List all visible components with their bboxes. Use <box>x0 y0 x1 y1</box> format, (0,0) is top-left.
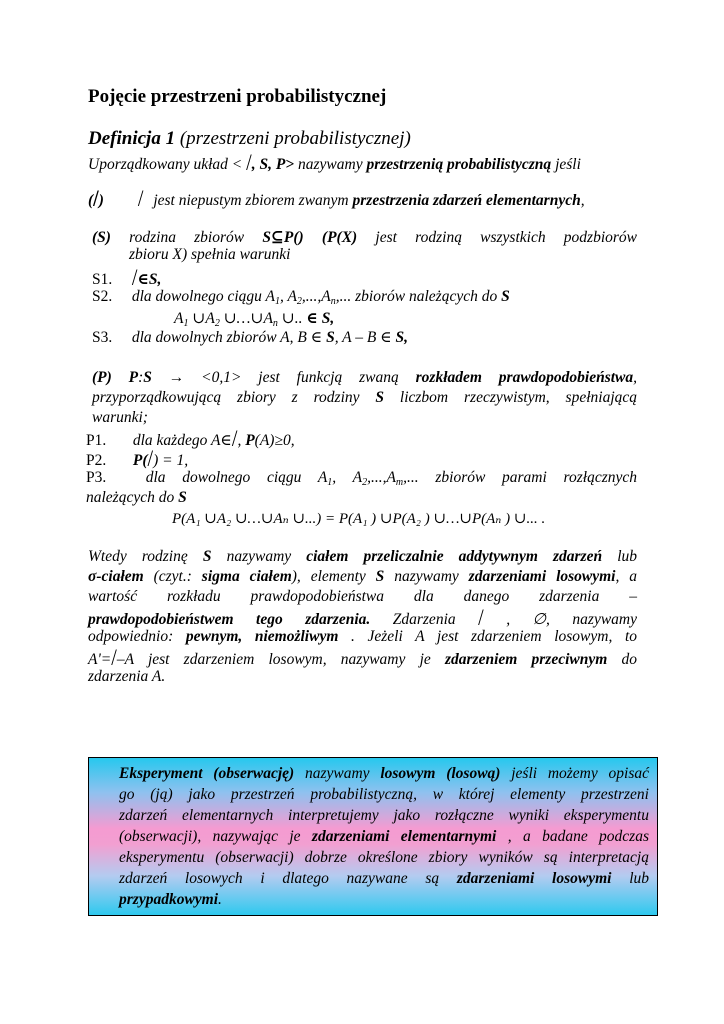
box-line4 <box>119 828 649 846</box>
omega-symbol-icon: / <box>246 150 252 176</box>
text: zbiorów parami rozłącznych <box>418 469 637 486</box>
text: odpowiednio: <box>88 628 186 645</box>
omega-symbol-icon: / <box>137 186 144 212</box>
prob-line2 <box>92 389 637 407</box>
text: jest niepustym zbiorem zwanym <box>153 192 353 209</box>
text: Wtedy rodzinę <box>88 548 203 565</box>
text: sigma ciałem <box>201 568 292 585</box>
text: S <box>202 548 212 565</box>
text: –A jest zdarzeniem losowym, nazywamy je <box>116 651 445 668</box>
p3-label: P3. <box>86 469 107 486</box>
omega-symbol-icon: / <box>231 426 238 452</box>
p1-condition <box>86 426 295 452</box>
text: lub <box>617 548 637 565</box>
definition-paren: (przestrzeni probabilistycznej) <box>179 128 411 149</box>
text: jeśli możemy opisać <box>511 765 649 782</box>
then-line5 <box>88 628 637 646</box>
then-line1 <box>88 548 637 566</box>
prob-line3: warunki; <box>92 409 148 426</box>
text: dla dowolnych zbiorów A, B ∈ <box>131 329 327 346</box>
text: (obserwacji), nazywając je <box>119 828 312 845</box>
text: , A – B ∈ <box>334 329 396 346</box>
text: S <box>375 568 385 585</box>
omega-symbol-icon: / <box>111 645 117 671</box>
p3-condition: P3. dla dowolnego ciągu $A_1$, $A_2,...,A_m$,... zbiorów parami rozłącznych <box>86 469 637 488</box>
omega-symbol-icon: / <box>478 605 484 631</box>
text: jest rodziną wszystkich podzbiorów <box>375 229 637 246</box>
additivity-formula: P(A₁ ∪A₂ ∪…∪Aₙ ∪...) = P(A₁ ) ∪P(A₂ ) ∪…∪P(Aₙ ) ∪... . <box>172 511 546 527</box>
sigma-line2: zbioru X) spełnia warunki <box>129 246 291 263</box>
text: S, <box>395 329 409 346</box>
prob-line1 <box>92 369 637 387</box>
p2-condition <box>86 446 189 472</box>
text: nazywamy <box>304 765 381 782</box>
text: Uporządkowany układ < <box>88 156 243 173</box>
text: P <box>128 369 139 386</box>
box-line1 <box>119 765 649 783</box>
box-line7 <box>119 891 222 909</box>
text: . Jeżeli A jest zdarzeniem losowym, to <box>351 628 638 645</box>
text: , ∅, nazywamy <box>506 611 638 628</box>
omega-symbol-icon: / <box>131 265 138 291</box>
text: prawdopodobieństwem tego zdarzenia. <box>88 611 371 628</box>
text: → <0,1> jest funkcją zwaną <box>168 369 416 386</box>
text: , a badane podczas <box>507 828 649 845</box>
text: należących do <box>86 489 179 506</box>
text: zdarzeniami elementarnymi <box>311 828 497 845</box>
omega-symbol-icon: / <box>93 186 99 212</box>
random-experiment-box <box>88 757 658 916</box>
s1-condition <box>92 265 162 291</box>
text: σ-ciałem <box>88 568 144 585</box>
text: S <box>375 389 385 406</box>
omega-condition <box>88 186 585 212</box>
then-line2 <box>88 568 637 586</box>
s2-union: $A_1$ $\cup A_2$ $\cup\dots\cup A_n$ ∪.. ∈ S, <box>174 310 335 329</box>
s1-label: S1. <box>92 271 113 288</box>
then-line6 <box>88 645 638 671</box>
text: ), elementy <box>291 568 376 585</box>
text: dla dowolnego ciągu A <box>131 288 275 305</box>
text: : <box>138 369 144 386</box>
text: pewnym, niemożliwym <box>185 628 339 645</box>
text: (A)≥0, <box>254 432 295 449</box>
text: nazywamy <box>384 568 469 585</box>
p2-label: P2. <box>86 452 107 469</box>
s3-label: S3. <box>92 329 113 346</box>
p1-label: P1. <box>86 432 107 449</box>
text: ∈ S, <box>302 310 335 327</box>
text: (P(X) <box>321 229 358 246</box>
definition-intro <box>88 150 581 176</box>
text: S <box>178 489 187 506</box>
text: ) = 1, <box>153 452 189 469</box>
text: Eksperyment (obserwację) <box>119 765 295 782</box>
then-line7: zdarzenia A. <box>88 668 166 685</box>
text: , <box>633 369 638 386</box>
text: (czyt.: <box>143 568 202 585</box>
text: A <box>174 310 184 327</box>
text: , a <box>615 568 638 585</box>
text: dla każdego A∈ <box>132 432 232 449</box>
omega-marker: (/) <box>88 186 104 212</box>
text: S <box>326 329 335 346</box>
text: ( <box>142 452 148 469</box>
definition-label: Definicja 1 <box>88 128 176 149</box>
text: liczbom rzeczywistym, spełniającą <box>399 389 638 406</box>
text: zdarzeniami losowymi <box>456 870 612 887</box>
text: P <box>132 452 143 469</box>
text: ∈S, <box>137 271 162 288</box>
text: , S, P> <box>251 156 295 173</box>
text: przestrzenią probabilistyczną <box>366 156 552 173</box>
text: losowym (losową) <box>380 765 501 782</box>
text: dla dowolnego ciągu A <box>145 469 328 486</box>
s3-condition <box>92 328 408 347</box>
text: lub <box>629 870 649 887</box>
box-line5: eksperymentu (obserwacji) dobrze określone zbiory wyników są interpretacją <box>119 849 649 866</box>
text: ciałem przeliczalnie addytywnym zdarzeń <box>306 548 603 565</box>
s2-label: S2. <box>92 288 113 305</box>
text: zdarzeń losowych i dlatego nazywane są <box>119 870 457 887</box>
text: rodzina zbiorów <box>129 229 263 246</box>
text: zbiorów należących do <box>351 288 502 305</box>
then-line3: wartość rozkładu prawdopodobieństwa dla danego zdarzenia – <box>88 588 637 605</box>
s2-condition: S2. dla dowolnego ciągu $A_1$, $A_2,...,A_n$,... zbiorów należących do S <box>92 288 510 307</box>
then-line4 <box>88 605 638 631</box>
prob-marker: (P) <box>92 369 112 386</box>
text: przyporządkowującą zbiory z rodziny <box>92 389 376 406</box>
text: przypadkowymi <box>119 891 219 908</box>
page-title: Pojęcie przestrzeni probabilistycznej <box>88 86 387 107</box>
text: przestrzenia zdarzeń elementarnych <box>352 192 581 209</box>
text: P <box>245 432 255 449</box>
text: A'= <box>88 651 112 668</box>
text: S⊆P() <box>262 229 304 246</box>
sigma-line1 <box>92 227 637 247</box>
text: . <box>218 891 222 908</box>
sigma-marker: (S) <box>92 229 111 246</box>
text: nazywamy <box>294 156 367 173</box>
text: jeśli <box>551 156 581 173</box>
text: zdarzeniami losowymi <box>468 568 616 585</box>
box-line3: zdarzeń elementarnych interpretujemy jako rozłączne wyniki eksperymentu <box>119 807 649 824</box>
box-line6 <box>119 870 649 888</box>
omega-symbol-icon: / <box>147 446 154 472</box>
text: nazywamy <box>226 548 307 565</box>
text: rozkładem prawdopodobieństwa <box>415 369 634 386</box>
box-line2: go (ją) jako przestrzeń probabilistyczną, w której elementy przestrzeni <box>119 786 649 803</box>
definition-heading <box>88 128 411 150</box>
text: S <box>143 369 152 386</box>
text: do <box>621 651 638 668</box>
text: Zdarzenia <box>392 611 479 628</box>
text: S <box>501 288 510 305</box>
p3-line2 <box>86 489 187 507</box>
text: zdarzeniem przeciwnym <box>444 651 608 668</box>
text: , <box>580 192 585 209</box>
text: , <box>237 432 246 449</box>
